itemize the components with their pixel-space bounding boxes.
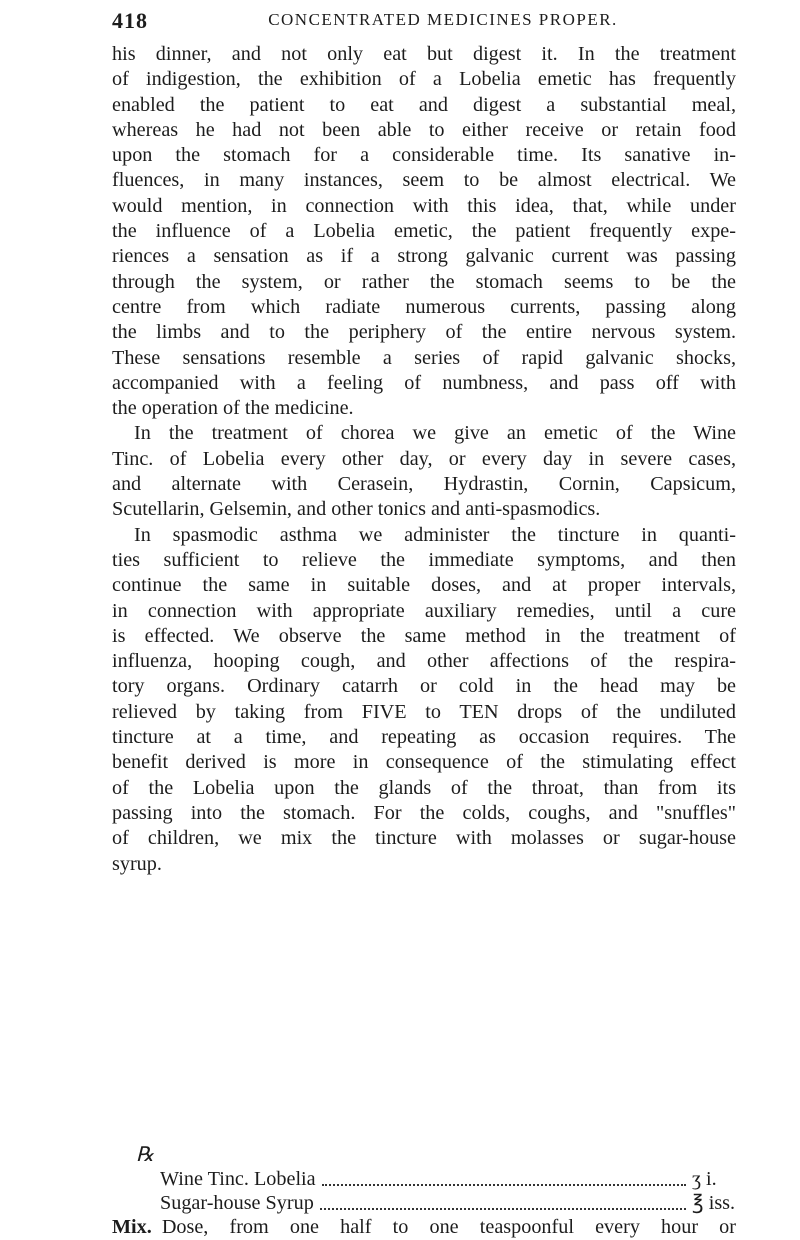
text-line: riences a sensation as if a strong galvanic current was passing [112, 245, 736, 268]
text-line: syrup. [112, 852, 162, 875]
text-line: enabled the patient to eat and digest a substantial meal, [112, 93, 736, 116]
page-number: 418 [112, 8, 148, 33]
ingredient-row [112, 1191, 736, 1215]
dosage-text: Dose, from one half to one teaspoonful every hour or [161, 1216, 736, 1238]
text-line: Tinc. of Lobelia every other day, or every day in severe cases, [112, 447, 736, 470]
text-line: of the Lobelia upon the glands of the throat, than from its [112, 776, 736, 799]
dot-leader [320, 1191, 686, 1210]
mix-label: Mix. [112, 1216, 152, 1238]
text-line: In the treatment of chorea we give an emetic of the Wine [134, 422, 736, 445]
running-title: CONCENTRATED MEDICINES PROPER. [268, 10, 618, 29]
ingredient-name: Sugar-house Syrup [160, 1192, 314, 1214]
text-line: the limbs and to the periphery of the entire nervous system. [112, 321, 736, 344]
dot-leader [322, 1167, 686, 1186]
ingredient-row [112, 1167, 736, 1191]
text-line: fluences, in many instances, seem to be almost electrical. We [112, 169, 736, 192]
text-line: would mention, in connection with this idea, that, while under [112, 194, 736, 217]
recipe-symbol: ℞ [136, 1144, 155, 1166]
text-line: the influence of a Lobelia emetic, the patient frequently expe- [112, 220, 736, 243]
text-line: in connection with appropriate auxiliary remedies, until a cure [112, 599, 736, 622]
text-line: These sensations resemble a series of rapid galvanic shocks, [112, 346, 736, 369]
text-line: continue the same in suitable doses, and at proper intervals, [112, 574, 736, 597]
text-line: is effected. We observe the same method in the treatment of [112, 624, 736, 647]
text-line: relieved by taking from FIVE to TEN drops of the undiluted [112, 700, 736, 723]
prescription [112, 1143, 736, 1239]
body-text [112, 42, 736, 877]
text-line: of indigestion, the exhibition of a Lobelia emetic has frequently [112, 68, 736, 91]
dosage-line [112, 1215, 736, 1239]
ingredient-quantity: ʒ i. [692, 1168, 717, 1190]
text-line: ties sufficient to relieve the immediate symptoms, and then [112, 548, 736, 571]
text-line: whereas he had not been able to either receive or retain food [112, 118, 736, 141]
text-line: passing into the stomach. For the colds, coughs, and "snuffles" [112, 801, 736, 824]
text-line: tory organs. Ordinary catarrh or cold in the head may be [112, 675, 736, 698]
text-line: through the system, or rather the stomach seems to be the [112, 270, 736, 293]
page-header [112, 8, 732, 38]
text-line: In spasmodic asthma we administer the tincture in quanti- [134, 523, 736, 546]
text-line: tincture at a time, and repeating as occasion requires. The [112, 726, 736, 749]
text-line: centre from which radiate numerous currents, passing along [112, 295, 736, 318]
text-line: upon the stomach for a considerable time. Its sanative in- [112, 144, 736, 167]
text-line: benefit derived is more in consequence of the stimulating effect [112, 751, 736, 774]
text-line: influenza, hooping cough, and other affections of the respira- [112, 650, 736, 673]
text-line: of children, we mix the tincture with molasses or sugar-house [112, 827, 736, 850]
text-line: Scutellarin, Gelsemin, and other tonics and anti-spasmodics. [112, 498, 601, 521]
text-line: the operation of the medicine. [112, 397, 354, 420]
text-line: accompanied with a feeling of numbness, and pass off with [112, 371, 736, 394]
ingredient-name: Wine Tinc. Lobelia [160, 1168, 316, 1190]
text-line: and alternate with Cerasein, Hydrastin, Cornin, Capsicum, [112, 473, 736, 496]
ingredient-quantity: ℥ iss. [692, 1192, 736, 1214]
text-line: his dinner, and not only eat but digest it. In the treatment [112, 43, 736, 65]
